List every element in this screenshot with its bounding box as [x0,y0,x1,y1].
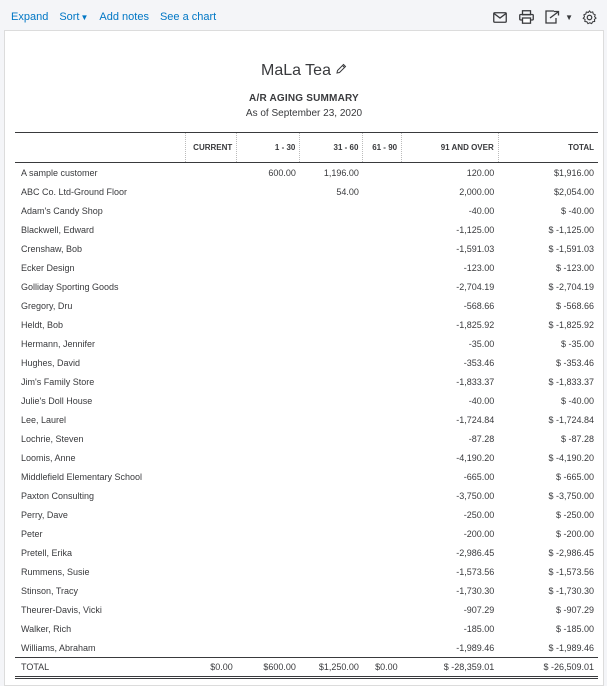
total-cell: $ -907.29 [555,604,594,615]
61-90-cell [363,638,402,658]
1-30-cell: $600.00 [237,658,300,678]
print-icon[interactable] [516,8,536,26]
customer-name[interactable]: Stinson, Tracy [21,585,79,596]
report-paper [4,30,604,686]
1-30-cell [237,562,300,581]
current-cell [186,220,237,239]
customer-name[interactable]: Adam's Candy Shop [21,205,103,216]
91-over-cell: -1,125.00 [456,224,495,235]
61-90-cell [363,315,402,334]
settings-icon[interactable] [579,8,599,26]
31-60-cell [300,429,363,448]
table-row [15,277,598,296]
91-over-cell: -665.00 [463,471,495,482]
31-60-cell [300,315,363,334]
1-30-cell [237,505,300,524]
31-60-cell [300,524,363,543]
customer-name[interactable]: Hughes, David [21,357,81,368]
91-over-cell: -35.00 [468,338,495,349]
current-cell [186,619,237,638]
31-60-cell [300,467,363,486]
table-row [15,296,598,315]
61-90-cell [363,296,402,315]
1-30-cell [237,524,300,543]
table-row [15,505,598,524]
31-60-cell [300,296,363,315]
customer-name[interactable]: Rummens, Susie [21,566,90,577]
current-cell [186,201,237,220]
total-cell: $2,054.00 [553,186,594,197]
current-cell [186,448,237,467]
column-header-1-30[interactable]: 1 - 30 [237,133,300,163]
current-cell [186,562,237,581]
customer-name[interactable]: Hermann, Jennifer [21,338,96,349]
31-60-cell [300,619,363,638]
table-row [15,391,598,410]
91-over-cell: 2,000.00 [459,186,495,197]
current-cell [186,638,237,658]
91-over-cell: -87.28 [468,433,495,444]
61-90-cell [363,410,402,429]
31-60-cell: 1,196.00 [323,167,359,178]
customer-name[interactable]: Loomis, Anne [21,452,76,463]
1-30-cell [237,296,300,315]
customer-name[interactable]: Perry, Dave [21,509,68,520]
61-90-cell [363,220,402,239]
31-60-cell [300,220,363,239]
table-row [15,581,598,600]
total-cell: $ -1,125.00 [548,224,594,235]
31-60-cell [300,277,363,296]
customer-name[interactable]: Golliday Sporting Goods [21,281,119,292]
total-cell: $ -87.28 [560,433,594,444]
1-30-cell [237,638,300,658]
31-60-cell [300,372,363,391]
91-over-cell: -2,704.19 [456,281,495,292]
31-60-cell [300,562,363,581]
customer-name[interactable]: Crenshaw, Bob [21,243,83,254]
customer-name[interactable]: Paxton Consulting [21,490,95,501]
current-cell [186,486,237,505]
table-row [15,353,598,372]
total-cell: $ -2,986.45 [548,547,594,558]
customer-name[interactable]: Middlefield Elementary School [21,471,143,482]
customer-name[interactable]: Ecker Design [21,262,75,273]
91-over-cell: -353.46 [463,357,495,368]
1-30-cell [237,315,300,334]
61-90-cell: $0.00 [363,658,402,678]
column-header-31-60[interactable]: 31 - 60 [300,133,363,163]
total-cell: $ -353.46 [555,357,594,368]
91-over-cell: -3,750.00 [456,490,495,501]
current-cell [186,258,237,277]
total-cell: $ -40.00 [560,395,594,406]
31-60-cell: 54.00 [336,186,359,197]
31-60-cell: $1,250.00 [300,658,363,678]
61-90-cell [363,353,402,372]
61-90-cell [363,277,402,296]
91-over-cell: -1,591.03 [456,243,495,254]
91-over-cell: -250.00 [463,509,495,520]
61-90-cell [363,486,402,505]
31-60-cell [300,543,363,562]
total-cell: $ -1,989.46 [548,642,594,653]
email-icon[interactable] [490,8,510,26]
current-cell [186,467,237,486]
current-cell [186,524,237,543]
customer-name[interactable]: Gregory, Dru [21,300,73,311]
column-header-total[interactable]: TOTAL [498,133,598,163]
61-90-cell [363,239,402,258]
sort-label: Sort [59,11,80,23]
current-cell [186,315,237,334]
1-30-cell [237,410,300,429]
table-row [15,524,598,543]
table-row [15,201,598,220]
1-30-cell [237,239,300,258]
31-60-cell [300,334,363,353]
column-header-91-over[interactable]: 91 AND OVER [402,133,499,163]
61-90-cell [363,467,402,486]
table-row [15,239,598,258]
61-90-cell [363,543,402,562]
total-cell: $ -1,573.56 [548,566,594,577]
table-row [15,429,598,448]
current-cell [186,277,237,296]
add-notes-link[interactable]: Add notes [99,11,149,23]
1-30-cell [237,353,300,372]
table-row [15,619,598,638]
31-60-cell [300,201,363,220]
61-90-cell [363,391,402,410]
91-over-cell: -40.00 [468,205,495,216]
61-90-cell [363,182,402,201]
61-90-cell [363,581,402,600]
1-30-cell [237,258,300,277]
table-row [15,448,598,467]
31-60-cell [300,391,363,410]
1-30-cell: 600.00 [268,167,296,178]
customer-name[interactable]: Pretell, Erika [21,547,73,558]
91-over-cell: -1,573.56 [456,566,495,577]
91-over-cell: -200.00 [463,528,495,539]
61-90-cell [363,600,402,619]
current-cell [186,429,237,448]
total-cell: $ -4,190.20 [548,452,594,463]
1-30-cell [237,486,300,505]
customer-name[interactable]: Julie's Doll House [21,395,93,406]
91-over-cell: -568.66 [463,300,495,311]
total-cell: $ -2,704.19 [548,281,594,292]
total-cell: $ -200.00 [555,528,594,539]
91-over-cell: -1,825.92 [456,319,495,330]
sort-dropdown[interactable] [59,11,88,23]
91-over-cell: -1,833.37 [456,376,495,387]
total-cell: $ -123.00 [555,262,594,273]
61-90-cell [363,505,402,524]
1-30-cell [237,448,300,467]
61-90-cell [363,524,402,543]
total-cell: $ -3,750.00 [548,490,594,501]
table-row [15,638,598,658]
91-over-cell: $ -28,359.01 [402,658,499,678]
61-90-cell [363,619,402,638]
table-row [15,163,598,183]
report-title: A/R AGING SUMMARY [249,93,359,104]
customer-name[interactable]: Theurer-Davis, Vicki [21,604,102,615]
current-cell [186,353,237,372]
customer-name[interactable]: Lee, Laurel [21,414,67,425]
caret-down-icon: ▼ [80,13,89,22]
91-over-cell: 120.00 [466,167,495,178]
1-30-cell [237,391,300,410]
31-60-cell [300,600,363,619]
1-30-cell [237,467,300,486]
31-60-cell [300,258,363,277]
current-cell [186,581,237,600]
current-cell [186,163,237,183]
31-60-cell [300,486,363,505]
customer-name[interactable]: Williams, Abraham [21,642,96,653]
91-over-cell: -2,986.45 [456,547,495,558]
1-30-cell [237,429,300,448]
column-header-current[interactable]: CURRENT [186,133,237,163]
table-row [15,334,598,353]
1-30-cell [237,543,300,562]
total-cell: $ -185.00 [555,623,594,634]
31-60-cell [300,638,363,658]
total-cell: $ -1,825.92 [548,319,594,330]
table-row [15,562,598,581]
report-date: As of September 23, 2020 [245,108,363,119]
total-cell: $ -250.00 [555,509,594,520]
customer-name[interactable]: Heldt, Bob [21,319,64,330]
pencil-icon[interactable] [335,62,347,80]
table-row [15,315,598,334]
table-row [15,600,598,619]
customer-name[interactable]: ABC Co. Ltd-Ground Floor [21,186,128,197]
customer-name[interactable]: Peter [21,528,43,539]
customer-name[interactable]: Blackwell, Edward [21,224,95,235]
31-60-cell [300,239,363,258]
61-90-cell [363,372,402,391]
61-90-cell [363,334,402,353]
total-cell: $ -1,833.37 [548,376,594,387]
current-cell [186,543,237,562]
current-cell [186,334,237,353]
total-cell: $ -35.00 [560,338,594,349]
current-cell [186,239,237,258]
61-90-cell [363,258,402,277]
91-over-cell: -1,989.46 [456,642,495,653]
1-30-cell [237,182,300,201]
export-caret-icon[interactable]: ▼ [565,12,573,22]
total-cell: $ -26,509.01 [498,658,598,678]
total-cell: $1,916.00 [553,167,594,178]
total-label: TOTAL [15,658,186,678]
table-row [15,372,598,391]
table-row [15,182,598,201]
table-row [15,467,598,486]
customer-name[interactable]: Jim's Family Store [21,376,95,387]
61-90-cell [363,163,402,183]
expand-link[interactable]: Expand [11,11,49,23]
1-30-cell [237,277,300,296]
1-30-cell [237,334,300,353]
1-30-cell [237,581,300,600]
company-name [5,62,603,80]
1-30-cell [237,220,300,239]
total-cell: $ -40.00 [560,205,594,216]
current-cell [186,600,237,619]
1-30-cell [237,619,300,638]
91-over-cell: -123.00 [463,262,495,273]
current-cell [186,505,237,524]
91-over-cell: -185.00 [463,623,495,634]
report-toolbar [0,0,607,34]
total-cell: $ -1,730.30 [548,585,594,596]
1-30-cell [237,372,300,391]
31-60-cell [300,353,363,372]
total-cell: $ -1,591.03 [548,243,594,254]
91-over-cell: -1,730.30 [456,585,495,596]
31-60-cell [300,505,363,524]
current-cell [186,296,237,315]
table-header-row [15,133,598,163]
61-90-cell [363,429,402,448]
column-header-61-90[interactable]: 61 - 90 [363,133,402,163]
customer-name[interactable]: A sample customer [21,167,98,178]
1-30-cell [237,600,300,619]
total-cell: $ -568.66 [555,300,594,311]
export-icon[interactable] [542,8,562,26]
61-90-cell [363,562,402,581]
31-60-cell [300,581,363,600]
current-cell: $0.00 [186,658,237,678]
aging-table [15,132,598,679]
table-row [15,410,598,429]
current-cell [186,182,237,201]
customer-name[interactable]: Walker, Rich [21,623,72,634]
total-cell: $ -665.00 [555,471,594,482]
company-name-text: MaLa Tea [261,62,331,80]
61-90-cell [363,201,402,220]
customer-name[interactable]: Lochrie, Steven [21,433,84,444]
table-row [15,486,598,505]
table-row [15,220,598,239]
91-over-cell: -907.29 [463,604,495,615]
91-over-cell: -4,190.20 [456,452,495,463]
current-cell [186,391,237,410]
table-row [15,543,598,562]
91-over-cell: -40.00 [468,395,495,406]
current-cell [186,372,237,391]
total-row [15,658,598,678]
91-over-cell: -1,724.84 [456,414,495,425]
see-chart-link[interactable]: See a chart [159,11,217,23]
table-row [15,258,598,277]
current-cell [186,410,237,429]
column-header-name [15,133,186,163]
total-cell: $ -1,724.84 [548,414,594,425]
61-90-cell [363,448,402,467]
1-30-cell [237,201,300,220]
31-60-cell [300,410,363,429]
31-60-cell [300,448,363,467]
